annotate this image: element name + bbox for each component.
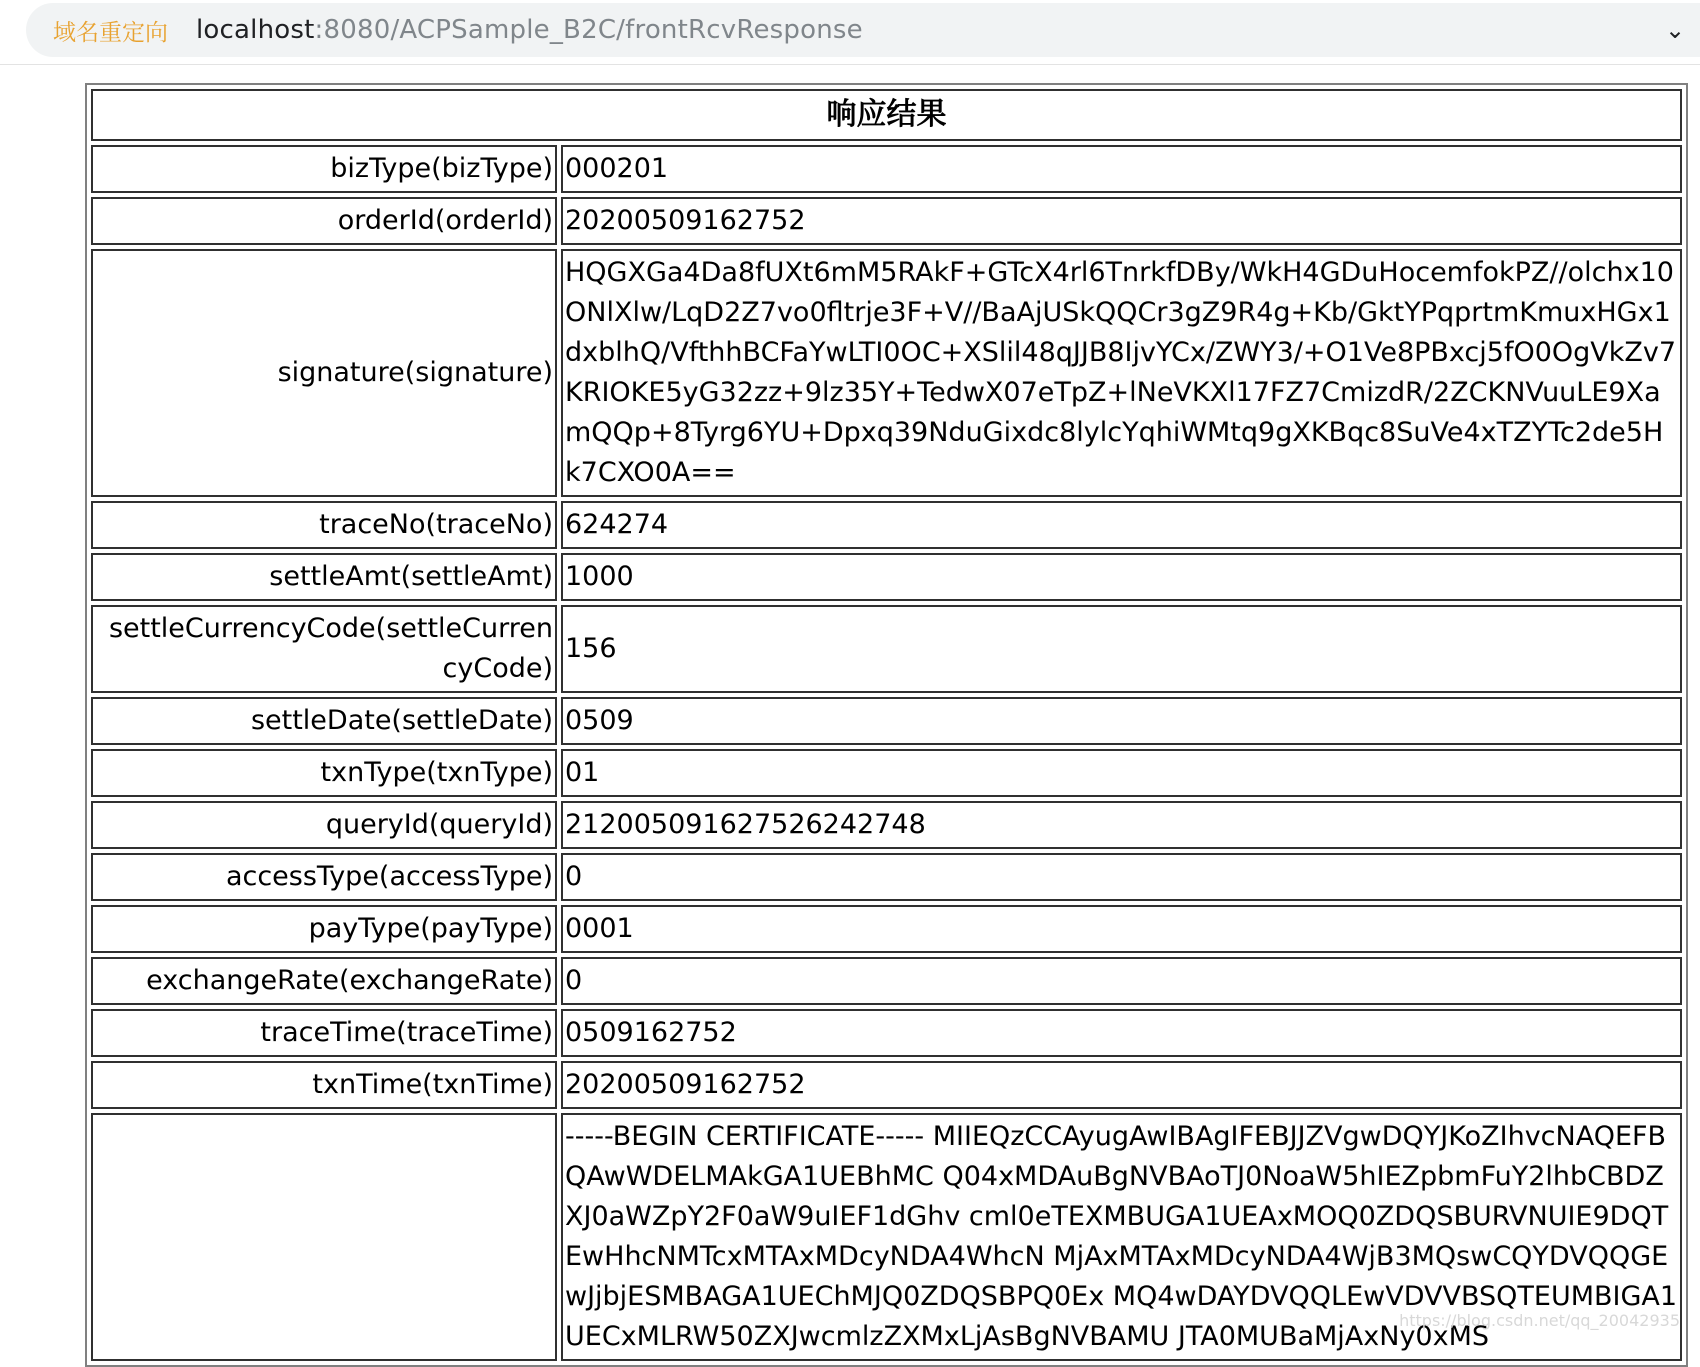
row-value: 0509 bbox=[561, 697, 1682, 745]
table-row bbox=[91, 957, 1682, 1005]
row-key: orderId(orderId) bbox=[91, 197, 557, 245]
row-key: exchangeRate(exchangeRate) bbox=[91, 957, 557, 1005]
row-value: 0 bbox=[561, 957, 1682, 1005]
row-key: signature(signature) bbox=[91, 249, 557, 497]
row-key: traceNo(traceNo) bbox=[91, 501, 557, 549]
row-value: 0001 bbox=[561, 905, 1682, 953]
table-row bbox=[91, 553, 1682, 601]
row-value: 0 bbox=[561, 853, 1682, 901]
row-key: bizType(bizType) bbox=[91, 145, 557, 193]
url-host: localhost bbox=[196, 15, 315, 45]
divider bbox=[0, 64, 1700, 65]
table-row bbox=[91, 145, 1682, 193]
table-row bbox=[91, 697, 1682, 745]
table-row bbox=[91, 249, 1682, 497]
row-key bbox=[91, 1113, 557, 1361]
row-value: 20200509162752 bbox=[561, 197, 1682, 245]
row-value: 01 bbox=[561, 749, 1682, 797]
chevron-down-icon[interactable]: ⌄ bbox=[1665, 16, 1685, 44]
table-row bbox=[91, 605, 1682, 693]
table-row bbox=[91, 501, 1682, 549]
row-value: 156 bbox=[561, 605, 1682, 693]
redirect-label: 域名重定向 bbox=[53, 14, 168, 47]
row-value: 20200509162752 bbox=[561, 1061, 1682, 1109]
result-table bbox=[85, 83, 1688, 1367]
table-header-row bbox=[91, 89, 1682, 141]
table-title: 响应结果 bbox=[91, 89, 1682, 141]
row-key: txnTime(txnTime) bbox=[91, 1061, 557, 1109]
row-key: queryId(queryId) bbox=[91, 801, 557, 849]
table-row bbox=[91, 905, 1682, 953]
row-value: 624274 bbox=[561, 501, 1682, 549]
row-key: accessType(accessType) bbox=[91, 853, 557, 901]
table-row bbox=[91, 197, 1682, 245]
row-value: 212005091627526242748 bbox=[561, 801, 1682, 849]
row-key: txnType(txnType) bbox=[91, 749, 557, 797]
table-row bbox=[91, 1009, 1682, 1057]
address-bar[interactable] bbox=[26, 3, 1700, 57]
row-key: settleAmt(settleAmt) bbox=[91, 553, 557, 601]
row-key: traceTime(traceTime) bbox=[91, 1009, 557, 1057]
table-row bbox=[91, 1061, 1682, 1109]
row-value: 000201 bbox=[561, 145, 1682, 193]
url-text[interactable] bbox=[196, 15, 863, 45]
table-row bbox=[91, 749, 1682, 797]
table-row bbox=[91, 853, 1682, 901]
row-value: 0509162752 bbox=[561, 1009, 1682, 1057]
watermark: https://blog.csdn.net/qq_20042935 bbox=[1399, 1311, 1680, 1330]
table-body bbox=[91, 145, 1682, 1361]
row-key: settleCurrencyCode(settleCurrencyCode) bbox=[91, 605, 557, 693]
url-path: :8080/ACPSample_B2C/frontRcvResponse bbox=[315, 15, 863, 45]
result-container bbox=[85, 83, 1688, 1367]
table-row bbox=[91, 801, 1682, 849]
row-key: payType(payType) bbox=[91, 905, 557, 953]
row-value: 1000 bbox=[561, 553, 1682, 601]
row-key: settleDate(settleDate) bbox=[91, 697, 557, 745]
row-value: HQGXGa4Da8fUXt6mM5RAkF+GTcX4rl6TnrkfDBy/WkH4GDuHocemfokPZ//olchx10ONlXlw/LqD2Z7vo0fltrje3F+V//BaAjUSkQQCr3gZ9R4g+Kb/GktYPqprtmKmuxHGx1dxblhQ/VfthhBCFaYwLTI0OC+XSlil48qJJB8IjvYCx/ZWY3/+O1Ve8PBxcj5fO0OgVkZv7KRIOKE5yG32zz+9lz35Y+TedwX07eTpZ+lNeVKXl17FZ7CmizdR/2ZCKNVuuLE9XamQQp+8Tyrg6YU+Dpxq39NduGixdc8lylcYqhiWMtq9gXKBqc8SuVe4xTZYTc2de5Hk7CXO0A== bbox=[561, 249, 1682, 497]
certificate-value: -----BEGIN CERTIFICATE----- MIIEQzCCAyugAwIBAgIFEBJJZVgwDQYJKoZIhvcNAQEFBQAwWDELMAkGA1UEBhMC Q04xMDAuBgNVBAoTJ0NoaW5hIEZpbmFuY2lhbCBDZXJ0aWZpY2F0aW9uIEF1dGhv cml0eTEXMBUGA1UEAxMOQ0ZDQSBURVNUIE9DQTEwHhcNMTcxMTAxMDcyNDA4WhcN MjAxMTAxMDcyNDA4WjB3MQswCQYDVQQGEwJjbjESMBAGA1UEChMJQ0ZDQSBPQ0Ex MQ4wDAYDVQQLEwVDVVBSQTEUMBIGA1UECxMLRW50ZXJwcmlzZXMxLjAsBgNVBAMU JTA0MUBaMjAxNy0xMS bbox=[561, 1113, 1682, 1361]
